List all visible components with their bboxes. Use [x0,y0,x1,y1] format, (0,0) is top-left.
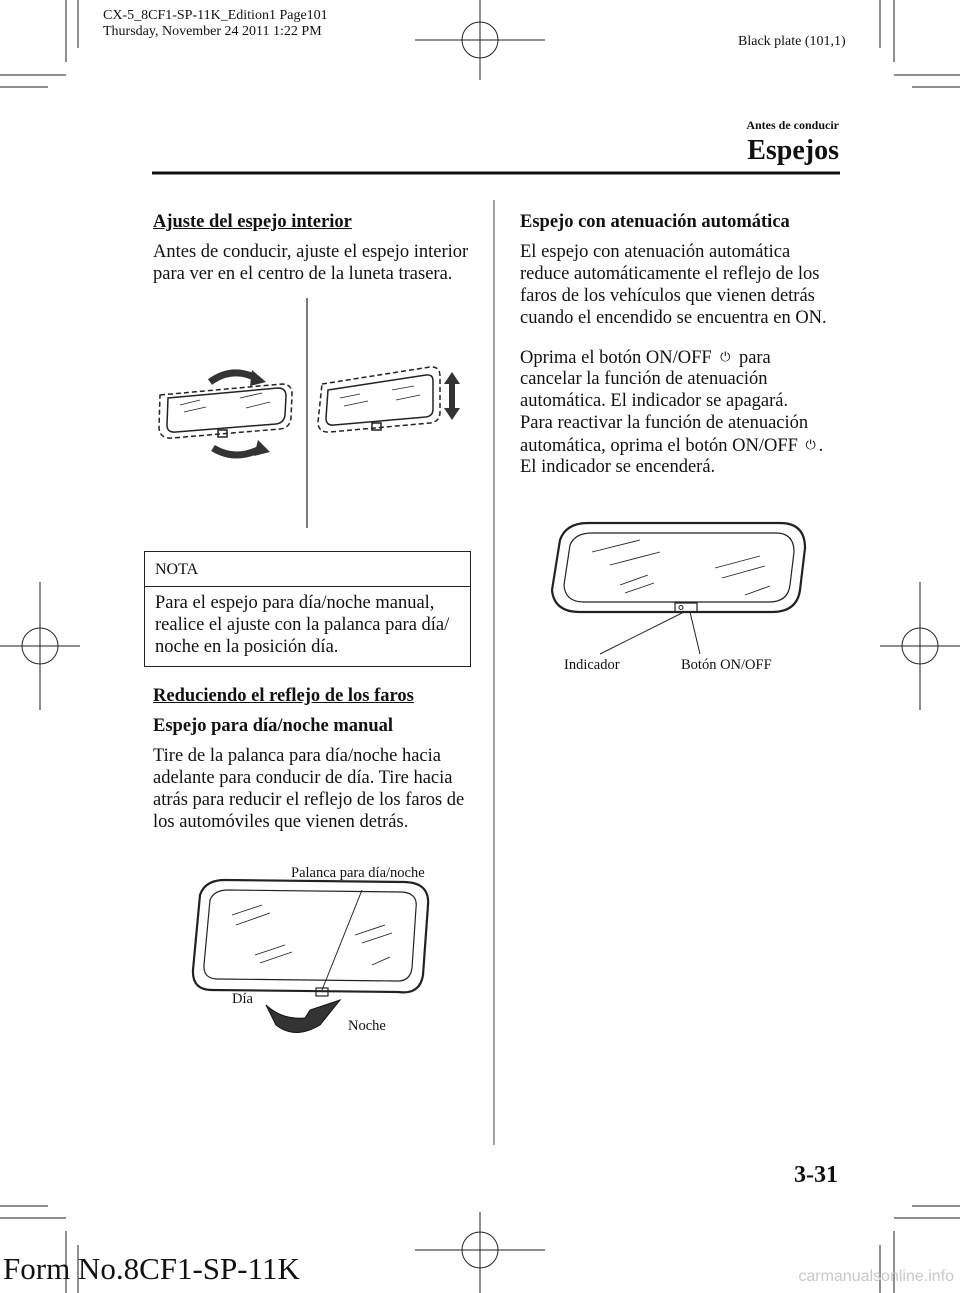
para-onoff-3: automática. El indicador se apagará. [520,391,789,411]
subheading-auto: Espejo con atenuación automática [520,212,790,232]
para-onoff-5b: . [818,436,824,456]
note-line-3: noche en la posición día. [155,637,339,657]
heading-ajuste: Ajuste del espejo interior [153,212,352,232]
para-onoff-6: El indicador se encenderá. [520,457,716,477]
label-indicator: Indicador [564,657,620,673]
note-line-1: Para el espejo para día/noche manual, [155,593,435,613]
heading-reduciendo: Reduciendo el reflejo de los faros [153,686,414,706]
para-auto-4: cuando el encendido se encuentra en ON. [520,308,827,328]
section-title: Espejos [747,135,839,166]
subheading-manual: Espejo para día/noche manual [153,716,394,736]
para-ajuste-1: Antes de conducir, ajuste el espejo interior [153,242,469,262]
label-night: Noche [348,1018,386,1034]
para-auto-2: reduce automáticamente el reflejo de los [520,264,820,284]
page-number: 3-31 [794,1162,838,1188]
para-auto-1: El espejo con atenuación automática [520,242,791,262]
para-manual-1: Tire de la palanca para día/noche hacia [153,746,441,766]
para-manual-2: adelante para conducir de día. Tire hacia [153,768,453,788]
para-onoff-1b: para [738,348,771,368]
para-onoff-5a: automática, oprima el botón ON/OFF [520,436,798,456]
para-ajuste-2: para ver en el centro de la luneta trasera. [153,264,453,284]
note-line-2: realice el ajuste con la palanca para día/ [155,615,450,635]
print-datetime: Thursday, November 24 2011 1:22 PM [103,24,322,39]
para-onoff-1a: Oprima el botón ON/OFF [520,348,712,368]
para-auto-3: faros de los vehículos que vienen detrás [520,286,815,306]
form-number: Form No.8CF1-SP-11K [3,1251,300,1286]
note-title: NOTA [155,561,199,578]
edition-info: CX-5_8CF1-SP-11K_Edition1 Page101 [103,8,328,23]
label-onoff-button: Botón ON/OFF [681,657,772,673]
label-lever: Palanca para día/noche [291,865,425,881]
section-label: Antes de conducir [746,118,839,132]
power-icon: ⏻ [720,349,731,364]
power-icon: ⏻ [805,437,816,452]
watermark: carmanualsonline.info [798,1268,954,1285]
label-day: Día [232,991,253,1007]
para-manual-4: los automóviles que vienen detrás. [153,812,409,832]
plate-info: Black plate (101,1) [738,34,846,49]
para-manual-3: atrás para reducir el reflejo de los faros de [153,790,465,810]
para-onoff-2: cancelar la función de atenuación [520,369,768,389]
para-onoff-4: Para reactivar la función de atenuación [520,413,809,433]
